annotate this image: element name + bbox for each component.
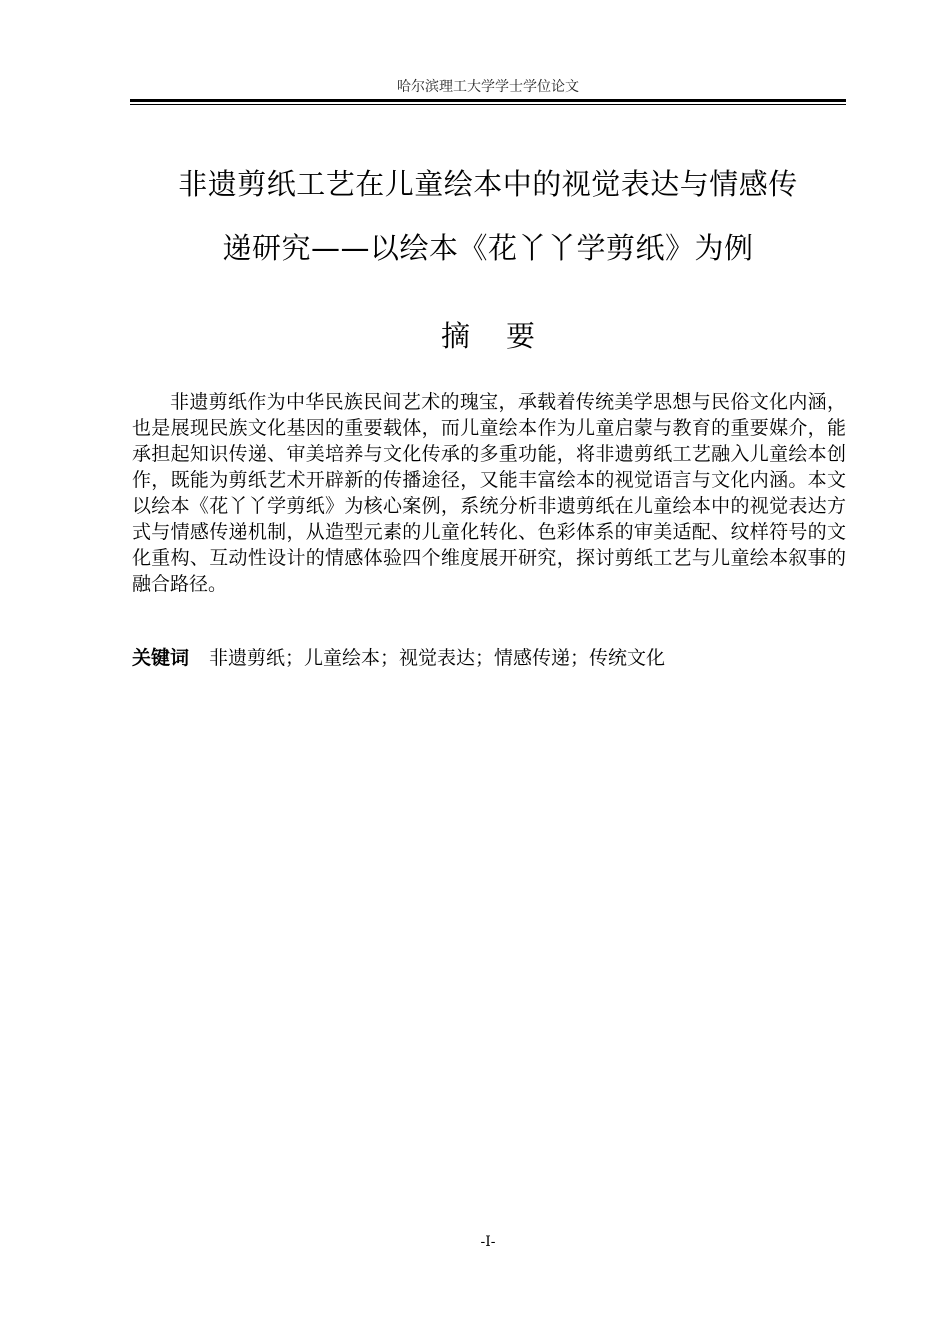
paper-title — [110, 152, 866, 280]
abstract-body: 非遗剪纸作为中华民族民间艺术的瑰宝，承载着传统美学思想与民俗文化内涵，也是展现民族文化基因的重要载体，而儿童绘本作为儿童启蒙与教育的重要媒介，能承担起知识传递、审美培养与文化传承的多重功能，将非遗剪纸工艺融入儿童绘本创作，既能为剪纸艺术开辟新的传播途径，又能丰富绘本的视觉语言与文化内涵。本文以绘本《花丫丫学剪纸》为核心案例，系统分析非遗剪纸在儿童绘本中的视觉表达方式与情感传递机制，从造型元素的儿童化转化、色彩体系的审美适配、纹样符号的文化重构、互动性设计的情感体验四个维度展开研究，探讨剪纸工艺与儿童绘本叙事的融合路径。 — [132, 391, 846, 595]
keywords-label: 关键词 — [132, 647, 190, 669]
header-rule-thin — [130, 104, 846, 105]
page-number: -I- — [480, 1234, 496, 1250]
abstract-heading-char-2: 要 — [506, 319, 536, 353]
running-header: 哈尔滨理工大学学士学位论文 — [397, 79, 579, 95]
header-rule-thick — [130, 99, 846, 102]
abstract-heading-char-1: 摘 — [440, 319, 470, 353]
paper-title-line-2: 递研究——以绘本《花丫丫学剪纸》为例 — [222, 231, 754, 265]
paper-title-line-1: 非遗剪纸工艺在儿童绘本中的视觉表达与情感传 — [178, 167, 798, 201]
keywords-text: 非遗剪纸；儿童绘本；视觉表达；情感传递；传统文化 — [209, 647, 666, 669]
abstract-heading — [130, 316, 846, 356]
keywords-line — [132, 645, 846, 671]
